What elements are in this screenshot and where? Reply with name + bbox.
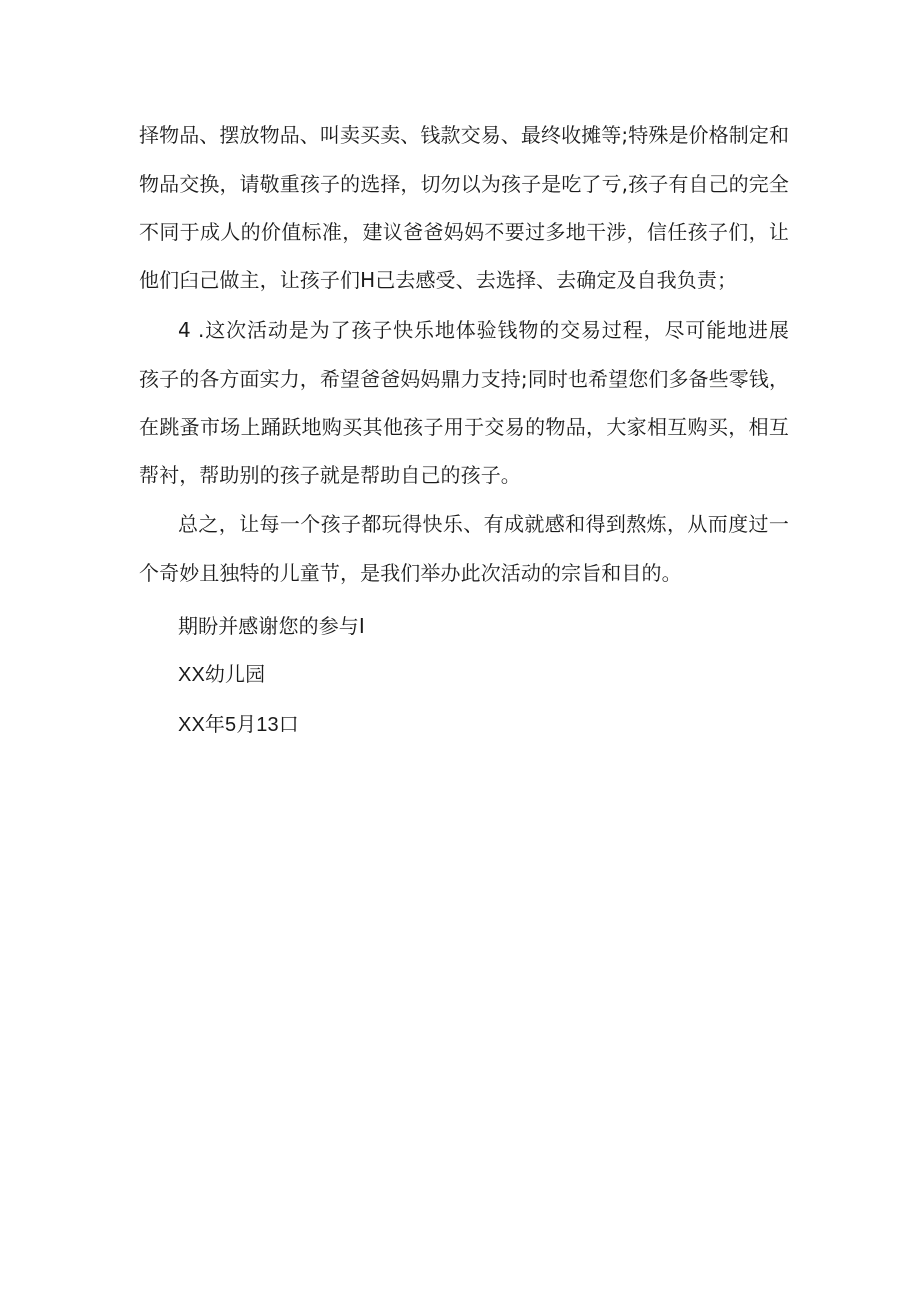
paragraph-4-line: 孩子的各方面实力，希望爸爸妈妈鼎力支持;同时也希望您们多备些零钱， — [139, 367, 790, 391]
summary-line: 个奇妙且独特的儿童节，是我们举办此次活动的宗旨和目的。 — [139, 561, 682, 585]
paragraph-line: 他们臼己做主，让孩子们H己去感受、去选择、去确定及自我负责； — [139, 268, 738, 292]
paragraph-4-line: 4 .这次活动是为了孩子快乐地体验钱物的交易过程，尽可能地进展 — [178, 318, 789, 342]
paragraph-line: 不同于成人的价值标准，建议爸爸妈妈不要过多地干涉，信任孩子们，让 — [139, 220, 789, 244]
paragraph-line: 择物品、摆放物品、叫卖买卖、钱款交易、最终收摊等;特殊是价格制定和 — [139, 123, 790, 147]
paragraph-4-line: 帮衬，帮助别的孩子就是帮助自己的孩子。 — [139, 463, 521, 487]
closing-thanks: 期盼并感谢您的参与I — [178, 614, 365, 638]
closing-organization: XX幼儿园 — [178, 664, 266, 686]
summary-line: 总之，让每一个孩子都玩得快乐、有成就感和得到熬炼，从而度过一 — [178, 512, 789, 536]
closing-date: XX年5月13口 — [178, 714, 299, 736]
paragraph-4-line: 在跳蚤市场上踊跃地购买其他孩子用于交易的物品，大家相互购买，相互 — [139, 415, 789, 439]
paragraph-line: 物品交换，请敬重孩子的选择，切勿以为孩子是吃了亏,孩子有自己的完全 — [139, 172, 789, 196]
